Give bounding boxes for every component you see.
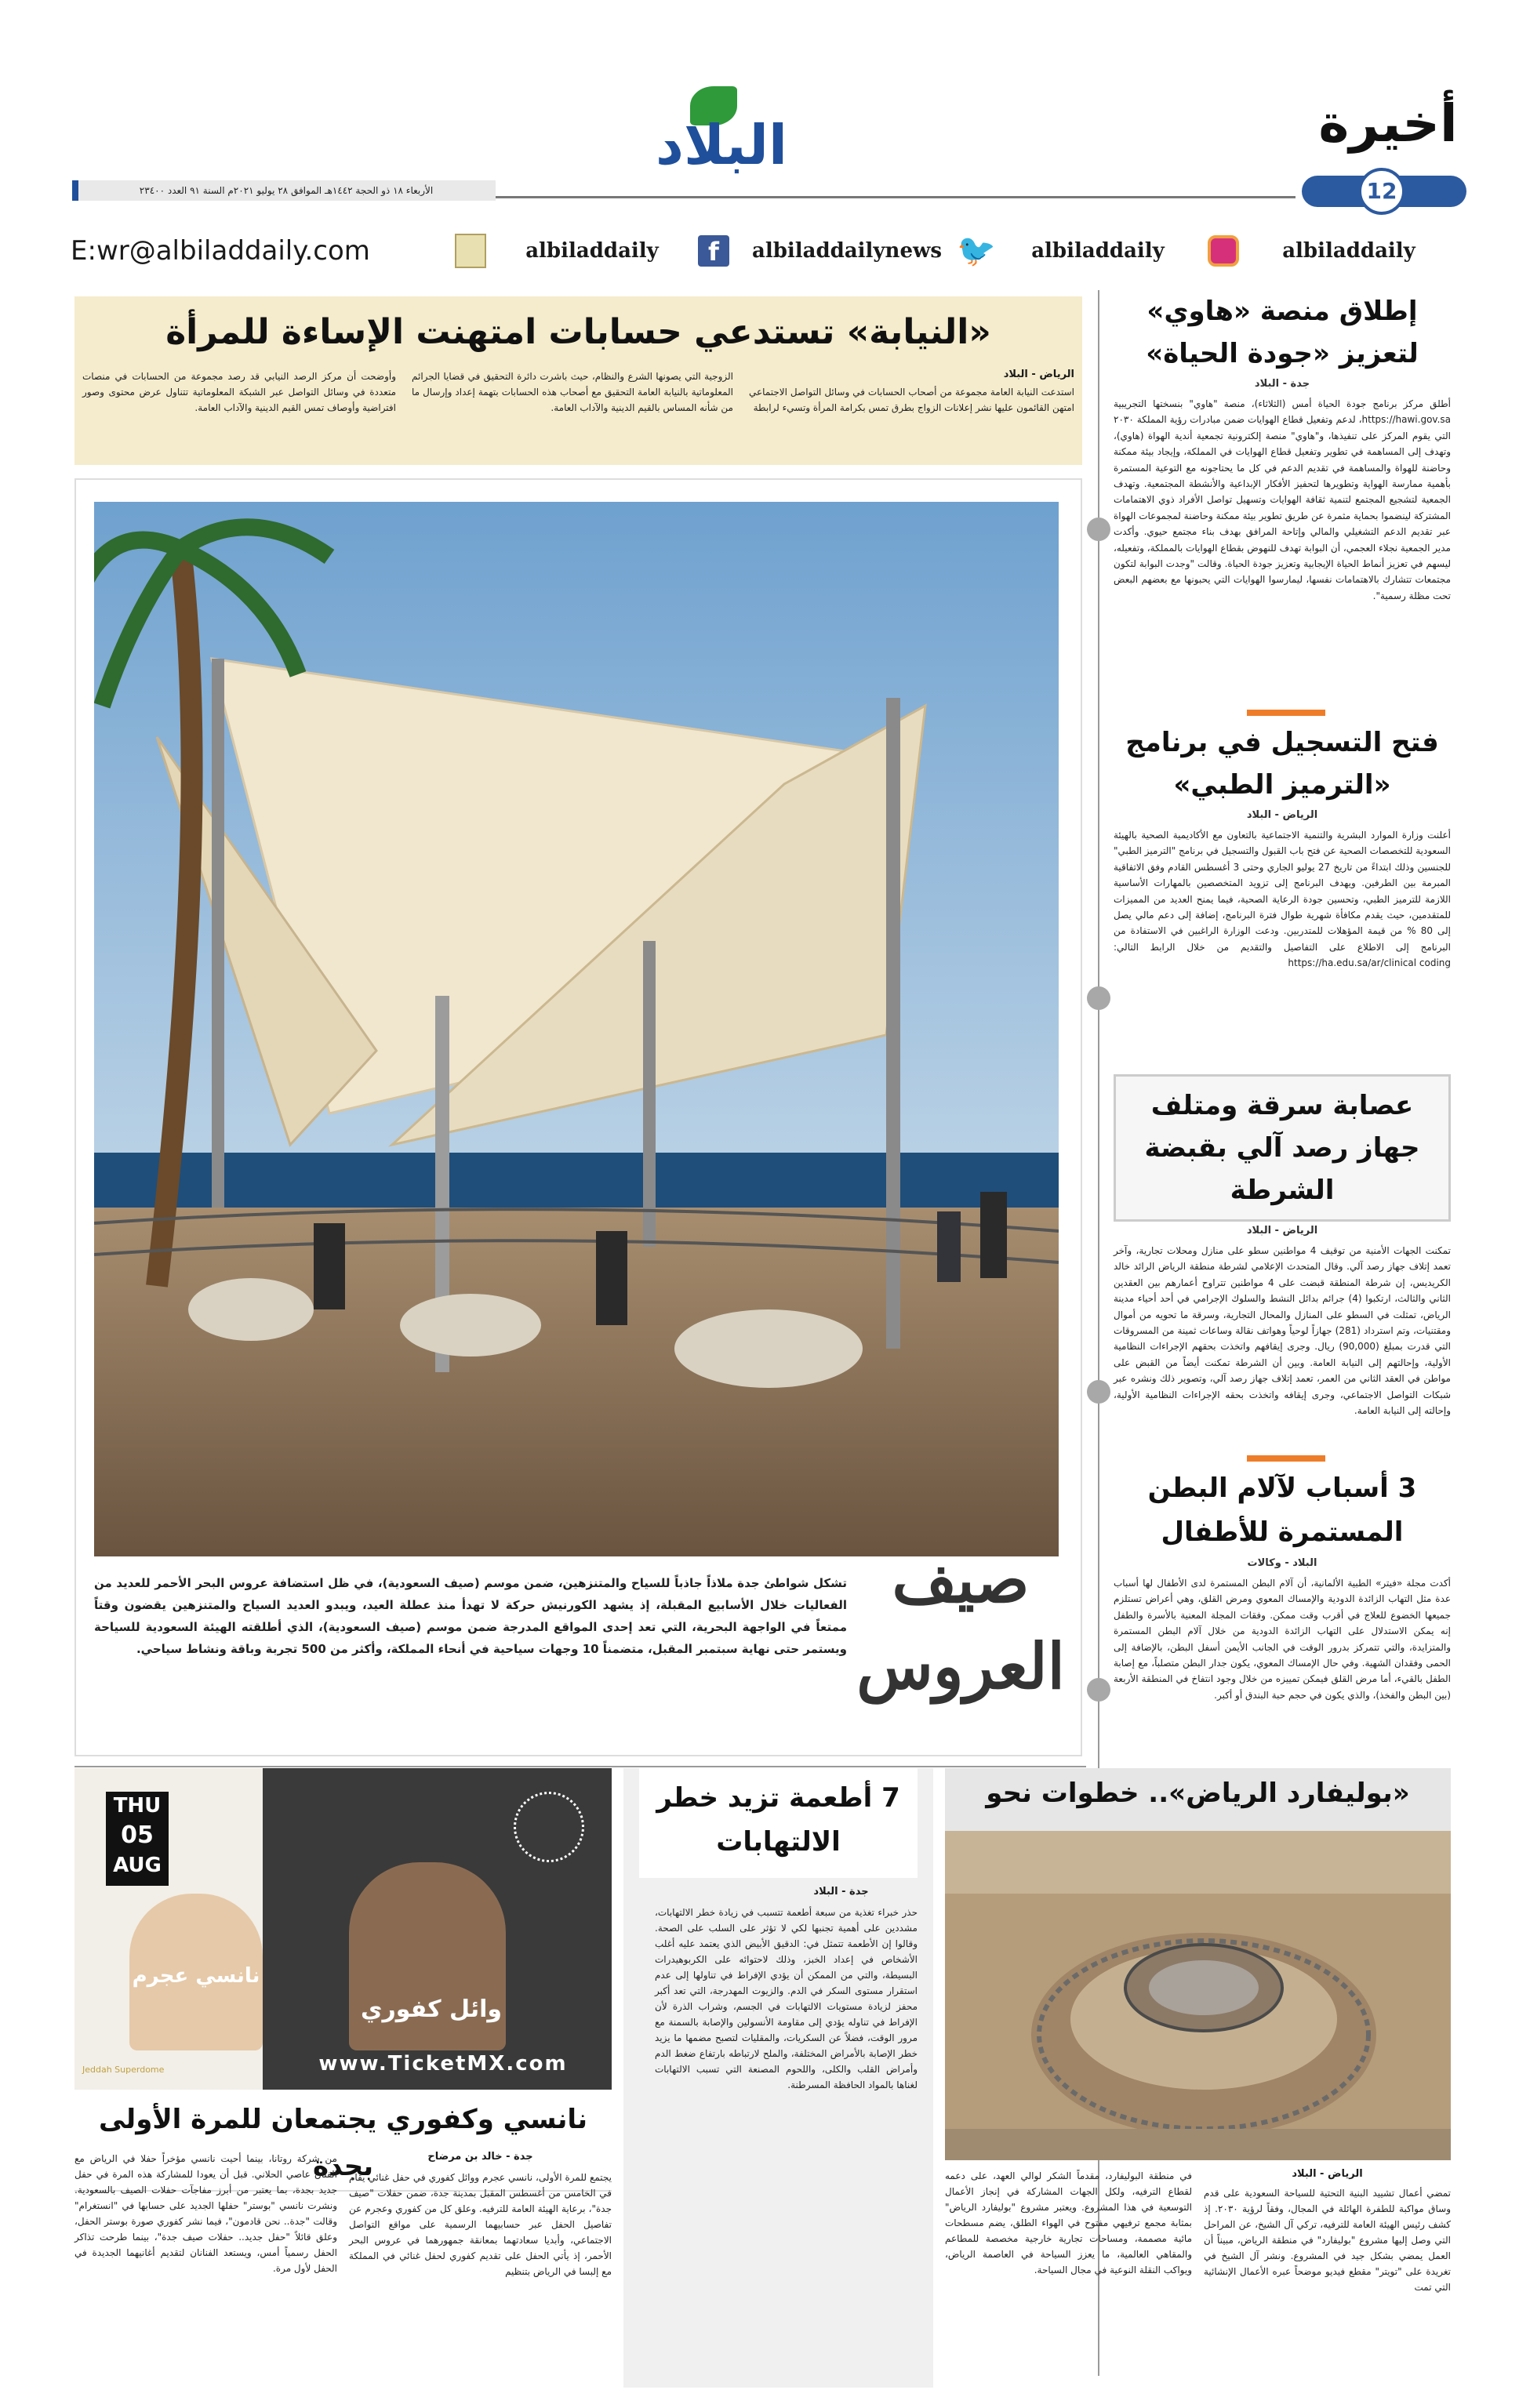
divider-dot [1087,1380,1110,1404]
logo-text: البلاد [656,113,787,177]
poster-date-box [106,1792,169,1886]
headline: «بوليفارد الرياض».. خطوات نحو [945,1768,1451,1869]
article-theft [1114,1074,1451,1451]
article-food [623,1768,933,2388]
website-icon[interactable] [455,234,486,268]
headline-box [1114,1074,1451,1222]
article-bellyache [1114,1466,1451,1772]
article-body-col2: الزوجية التي يصونها الشرع والنظام، حيث باشرت دائرة التحقيق في قضايا الجرائم المعلوماتية بالنيابة العامة التحقيق مع أصحاب هذه الحسابات بتهمة إعداد وإرسال ما من شأنه المساس بالقيم الدينية والآداب العامة. [412,371,733,413]
byline: البلاد - وكالات [1247,1557,1317,1569]
headline: «النيابة» تستدعي حسابات امتهنت الإساءة للمرأة [165,312,991,352]
instagram-handle[interactable]: albiladdaily [1282,239,1415,263]
byline: جدة - خالد بن مرضاح [427,2151,533,2163]
twitter-icon[interactable]: 🐦 [957,233,996,269]
byline: الرياض - البلاد [1246,809,1318,821]
summer-title [855,1537,1067,1725]
construction-aerial-graphic [945,1831,1451,2160]
article-body-col3: وأوضحت أن مركز الرصد النيابي قد رصد مجموعة من الحسابات في منصات متعددة في وسائل التواصل عبر الشبكة المعلوماتية تتناول عرض محتوى وصور افتراضية وأوصاف تمس القيم الدينية والآداب العامة. [82,371,396,413]
logo [635,86,808,188]
corniche-photo [94,502,1059,1556]
headline: نانسي وكفوري يجتمعان للمرة الأولى بجدة [74,2096,612,2192]
photo-caption: تشكل شواطئ جدة ملاذاً جاذباً للسياح والمتنزهين، ضمن موسم (صيف السعودية)، في ظل استضافة عروس البحر الأحمر للعديد من الفعاليات خلال الأسابيع المقبلة، إذ يشهد الكورنيش حركة لا تهدأ منذ عطلة العيد، ويبدو العديد السياح والمتنزهين يقضون وقتاً ممتعاً في الواجهة البحرية، التي تعد إحدى المواقع المدرجة ضمن موسم (صيف السعودية)، الذي أطلقته الهيئة السعودية للسياحة ويستمر حتى نهاية سبتمبر المقبل، متضمناً 10 وجهات سياحية في أنحاء المملكة، وأكثر من 500 تجربة وباقة ونشاط سياحي. [94,1576,847,1656]
poster-left-name: نانسي عجرم [132,1964,260,1988]
article-hawi [1114,290,1451,714]
section-separator [1247,710,1325,716]
article-body: حذر خبراء تغذية من سبعة أطعمة تتسبب في زيادة خطر الالتهابات، مشددين على أهمية تجنبها لكي لا تؤثر على السلب على الصحة. وقالوا إن الأطعمة تتمثل في: الدقيق الأبيض الذي يعتمد عليه أغلب الأشخاص في إعداد الخبز، وذلك لاحتوائه على الكربوهيدرات البسيطة، والتي من الممكن أن يؤدي الإفراط في تناولها إلى عدم استقرار مستوى السكر في الدم. والزيوت المهدرجة، التي تعد أكبر محفز لزيادة مستويات الالتهابات في الجسم، وشراب الذرة لأن الإفراط في تناوله يؤدي إلى مقاومة الأنسولين والإصابة بالسمنة مع مرور الوقت، فضلاً عن السكريات، والمقليات لتصبح مضمها ما يزيد خطر الإصابة بالأمراض المختلفة، والملح لارتباطه بارتفاع ضغط الدم وأمراض القلب والكلى، واللحوم المصنعة التي تسبب الالتهابات لغناها بالمواد الحافظة المسرطنة. [655,1907,918,2090]
byline: جدة - البلاد [1254,378,1310,390]
article-medical [1114,721,1451,1051]
email[interactable]: E:wr@albiladdaily.com [71,235,370,267]
article-boulevard [945,1768,1451,2388]
section-separator [1247,1455,1325,1462]
summer-title-line1: صيف [892,1543,1030,1617]
article-body: تمكنت الجهات الأمنية من توقيف 4 مواطنين سطو على منازل ومحلات تجارية، وآخر تعمد إتلاف جهاز رصد آلي. وقال المتحدث الإعلامي لشرطة منطقة الرياض الرائد خالد الكريديس، إن شرطة المنطقة قبضت على 4 مواطنين تتراوح أعمارهم بين العقدين الثاني والثالث، ارتكبوا (4) جرائم بدائل النشط والسلوك الإجرامي في أحد أحياء مدينة الرياض، تمثلت في السطو على المنازل والمحال التجارية، وسرقة ما تحويه من أموال ومقتنيات، وتم استرداد (281) جهازاً لوحياً وهواتف نقالة وساعات ثمينة من المسروقات التي قدرت بمبلغ (90,000) ريال. وجرى إيقافهم واتخذت بحقهم الإجراءات النظامية الأولية، وإحالتهم إلى النيابة العامة. وبين أن الشرطة تمكنت أيضاً من القبض على مواطن في العقد الثاني من العمر، تعمد إتلاف جهاز رصد آلي، وتصوير ذلك ونشره عبر شبكات التواصل الاجتماعي، وجرى إيقافه واتخذت بحقه الإجراءات النظامية الأولية، وإحالته إلى النيابة العامة. [1114,1245,1451,1417]
headline: 3 أسباب لآلام البطن المستمرة للأطفال [1147,1473,1417,1548]
facebook-handle[interactable]: albiladdailynews [751,239,943,263]
page-number: 12 [1358,168,1405,215]
article-concert [74,1768,612,2388]
poster-date: 05 [121,1821,154,1849]
headline: فتح التسجيل في برنامج «الترميز الطبي» [1125,727,1439,801]
instagram-icon[interactable] [1208,235,1239,267]
article-body-col2: من شركة روتانا، بينما أحيت نانسي مؤخراً حفلا في الرياض مع الفنان عاصي الحلاني. قبل أن يعودا للمشاركة هذه المرة في حفل جديد بجدة، بما يعتبر من أبرز مفاجآت حفلات الصيف بالسعودية. ونشرت نانسي "بوستر" حفلها الجديد على حسابها في "انستغرام" وقالت "جدة.. نحن قادمون"، فيما نشر كفوري صورة بوستر الحفل، وعلق قائلاً "حفل جديد.. حفلات صيف جدة"، بينما طرحت تذاكر الحفل رسمياً أمس، ويستعد الفنانان لتقديم أغانيهما الجديدة في الحفل لأول مرة. [74,2153,337,2274]
poster-day: THU [113,1794,162,1818]
summer-title-line2: العروس [856,1629,1065,1703]
section-title: أخيرة [1318,93,1458,154]
dateline: الأربعاء ١٨ ذو الحجة ١٤٤٢هـ الموافق ٢٨ يوليو ٢٠٢١م السنة ٩١ العدد ٢٣٤٠٠ [139,185,434,196]
byline: جدة - البلاد [813,1886,869,1898]
poster-sponsor-logo [514,1792,584,1862]
website-handle[interactable]: albiladdaily [525,239,659,263]
poster-month: AUG [113,1854,162,1877]
article-body: أطلق مركز برنامج جودة الحياة أمس (الثلاثاء)، منصة "هاوي" بنسختها التجريبية https://hawi.gov.sa، لدعم وتفعيل قطاع الهوايات ضمن مبادرات رؤية المملكة ٢٠٣٠ التي يقوم المركز على تنفيذها، و"هاوي" منصة إلكترونية تجمعية أندية الهواة (هاوي)، وتهدف إلى المساهمة في تطوير وتفعيل قطاع الهوايات في المملكة، وإيجاد بيئة ممكنة وحاضنة للهواة والمساهمة في تقديم الدعم في كل ما يحتاجونه مع التوعية المستمرة بأهمية ممارسة الهواية وتطويرها لتحفيز الأفكار الإبداعية والأنشطة المجتمعية. وتهدف الجمعية لتشجيع المجتمع لتنمية ثقافة الهوايات وتسهيل تواصل الأفراد ذوي الاهتمامات المشتركة لينضموا بحماية مثمرة عن طريق تطوير بيئة ممكنة وحاضنة لمجموعات الهواة عبر تقديم الدعم التشغيلي والمالي وإتاحة المرافق بهدف بناء مجتمع حيوي. وأكدت مدير الجمعية نجلاء العجمي، أن البوابة تهدف للنهوض بقطاع الهوايات بالمملكة، وتفعيله، ليسهم في تعزيز أنماط الحياة الإيجابية وتعزيز جودة الحياة. وقالت "وجدت البوابة لتكون مجتمعات تتشارك بالاهتمامات نفسها، ليمارسوا الهوايات التي يحبونها مع بعضهم البعض تحت مظلة رسمية". [1114,398,1451,601]
poster-venue: Jeddah Superdome [82,2065,165,2075]
poster-right-name: وائل كفوري [360,1996,503,2023]
corniche-photo-graphic [94,502,1059,1556]
boulevard-photo [945,1831,1451,2160]
bottom-divider [74,1766,1086,1767]
divider-dot [1087,986,1110,1010]
twitter-handle[interactable]: albiladdaily [1031,239,1165,263]
article-body: أكدت مجلة «فيتر» الطبية الألمانية، أن آلام البطن المستمرة لدى الأطفال لها أسباب عدة مثل التهاب الزائدة الدودية والإمساك المعوي ومرض القلق، وهي أعراض تستلزم جميعها الخضوع للعلاج في أقرب وقت ممكن. وفقات المجلة المعنية بالأسرة والطفل إنه يمكن الاستدلال على التهاب الزائدة الدودية من خلال آلام البطن المستمرة والمتزايدة، والتي تتمركز بدرور الوقت في الجانب الأيمن أسفل البطن، بالإضافة إلى الحمى وفقدان الشهية. وفي حال الإمساك المعوي، يكون جدار البطن متصلباً، مع إصابة الطفل بالقيء، أما مرض القلق فيمكن تمييزه من خلال وجود انتفاخ في المنطقة الأربعة (بين البطن والفخذ)، والذي يكون في حجم حبة البندق أو أكبر. [1114,1578,1451,1701]
headline: عصابة سرقة ومتلف جهاز رصد آلي بقبضة الشرطة [1144,1090,1420,1206]
masthead [0,0,1519,212]
headline: إطلاق منصة «هاوي» لتعزيز «جودة الحياة» [1146,296,1419,369]
byline: الرياض - البلاد [1292,2168,1363,2180]
facebook-icon[interactable]: f [698,235,729,267]
divider-dot [1087,518,1110,541]
article-body-col1: يجتمع للمرة الأولى، نانسي عجرم ووائل كفوري في حفل غنائي يقام في الخامس من أغسطس المقبل بمدينة جدة، ضمن حفلات "صيف جدة"، برعاية الهيئة العامة للترفيه. وعلق كل من كفوري وعجرم عن تفاصيل الحفل عبر حسابيهما الرسمية على مواقع التواصل الاجتماعي، وأبديا سعادتهما بمعانقة جمهورهما في عروس البحر الأحمر، إذ يأتي الحفل على تقديم كفوري لحفل غنائي في المملكة مع إلبسا في الرياض بتنظيم [349,2172,612,2277]
article-prosecution [74,296,1082,465]
divider-dot [1087,1678,1110,1702]
social-bar [71,227,1451,274]
byline: الرياض - البلاد [1246,1225,1318,1237]
article-body: أعلنت وزارة الموارد البشرية والتنمية الاجتماعية بالتعاون مع الأكاديمية الصحية بالهيئة السعودية للتخصصات الصحية عن فتح باب القبول والتسجيل في برنامج "الترميز الطبي" للجنسين وذلك ابتداءً من تاريخ 27 يوليو الجاري وحتى 3 أغسطس القادم وفق الاتفاقية المبرمة بين الطرفين. ويهدف البرنامج إلى تزويد المتخصصين بالمهارات الأساسية اللازمة للترميز الطبي، وتحسين جودة الرعاية الصحية، فيما يمنح العديد من المميزات للمتقدمين، حيث يقدم مكافأة شهرية طوال فترة البرنامج، إضافة إلى دعم مالي يصل إلى 80 % من قيمة المؤهلات للمتدربين. ودعت الوزارة الراغبين في الاستفادة من البرنامج إلى الاطلاع على التفاصيل والتقديم من خلال الرابط التالي: https://ha.edu.sa/ar/clinical coding [1114,830,1451,969]
poster-url: www.TicketMX.com [318,2052,568,2076]
article-body-col1: تمضي أعمال تشييد البنية التحتية للسياحة السعودية على قدم وساق مواكبة للطفرة الهائلة في المجال، وفقاً لرؤية ٢٠٣٠. إذ كشف رئيس الهيئة العامة للترفيه، تركي آل الشيخ، عن المراحل التي وصل إليها مشروع "بوليفارد" في منطقة الرياض، مبيناً أن العمل يمضي بشكل جيد في المشروع. ونشر آل الشيخ في تغريدة على "تويتر" مقطع فيديو موضحاً عبره الأعمال الإنشائية التي تمت [1204,2188,1452,2293]
article-body-col2: في منطقة البوليفارد، مقدماً الشكر لوالي العهد، على دعمه لقطاع الترفيه، ولكل الجهات المشاركة في إنجاز الأعمال التوسعية في هذا المشروع. ويعتبر مشروع "بوليفارد الرياض" بمثابة مجمع ترفيهي مفتوح في الهواء الطلق، يضم مسطحات مائية مصممة، ومساحات تجارية خارجية مخصصة للمطاعم والمقاهي العالمية، ما يعزز السياحة في العاصمة الرياض، ويواكب النقلة النوعية في مجال السياحة. [945,2170,1192,2275]
article-body-col1: استدعت النيابة العامة مجموعة من أصحاب الحسابات في وسائل التواصل الاجتماعي امتهن القائمون عليها نشر إعلانات الزواج بطرق تمس بكرامة المرأة وتسيء لرابطة [749,387,1074,413]
concert-poster [74,1768,612,2090]
byline: الرياض - البلاد [1003,369,1074,380]
headline: 7 أطعمة تزيد خطر الالتهابات [656,1782,900,1858]
